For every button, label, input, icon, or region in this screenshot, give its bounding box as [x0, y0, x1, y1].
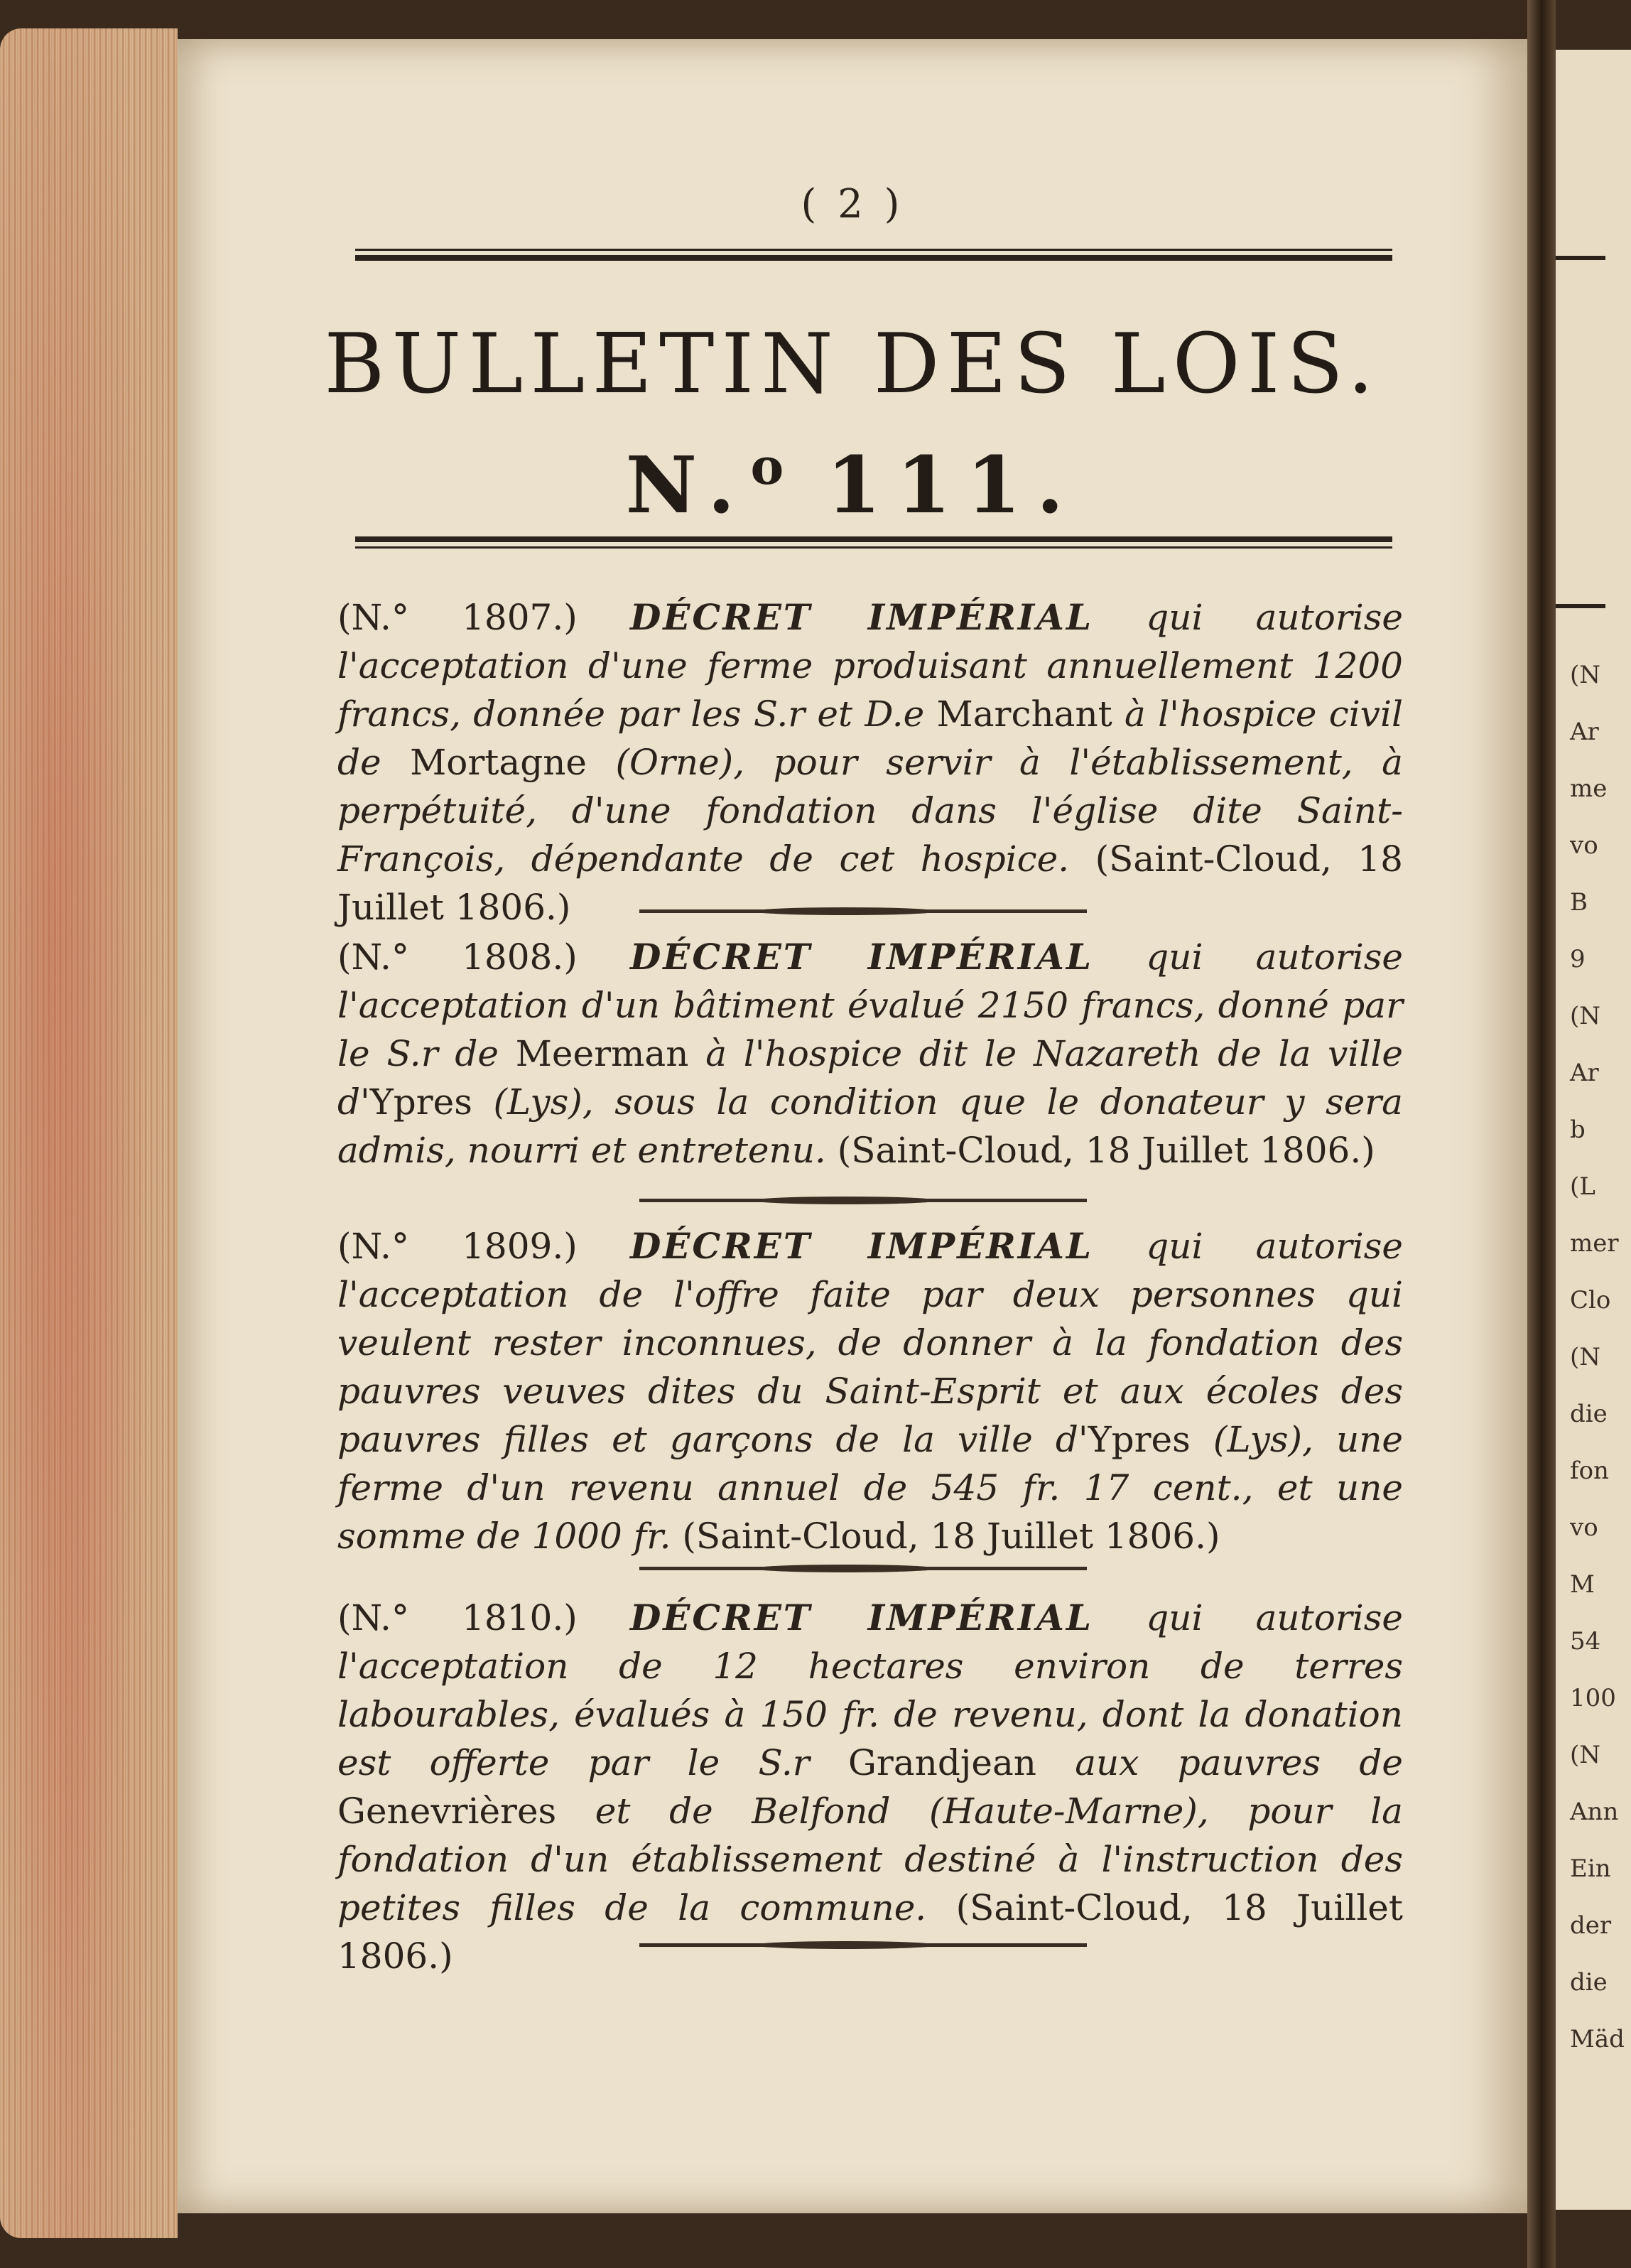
entry-number: (N.° 1810.) [337, 1597, 578, 1638]
next-page-fragment-text: Ein [1570, 1854, 1611, 1883]
next-page-fragment-text: mer [1570, 1229, 1619, 1258]
entry-number: (N.° 1808.) [337, 936, 578, 978]
next-page-fragment-text: (N [1570, 661, 1601, 689]
page [178, 39, 1527, 2213]
entry-body: à l'hospice dit le Nazareth de la ville d' [337, 1033, 1403, 1123]
bulletin-title: BULLETIN DES LOIS. [324, 316, 1381, 412]
entry-body: qui autorise l'acceptation de 12 hectares environ de terres labourables, évalués à 150 fr. de revenu, dont la donation est offerte par le S.r [337, 1597, 1403, 1783]
next-page-fragment-text: 54 [1570, 1627, 1601, 1656]
number-prefix: N. [625, 439, 751, 531]
next-page-fragment-text: vo [1570, 1513, 1598, 1542]
next-page-fragment-text: M [1570, 1570, 1595, 1599]
next-page-fragment-text: Ann [1570, 1798, 1619, 1826]
bulletin-number [178, 437, 1527, 531]
next-page-rule [1556, 256, 1605, 260]
entry-kind: DÉCRET IMPÉRIAL [629, 1597, 1094, 1638]
entry-separator [639, 909, 1087, 913]
next-page-fragment [1556, 50, 1631, 2210]
entry-date: (Saint-Cloud, 18 Juillet 1806.) [337, 838, 1403, 928]
entry-date: (Saint-Cloud, 18 Juillet 1806.) [671, 1516, 1220, 1557]
next-page-fragment-text: Ar [1570, 1059, 1599, 1087]
decree-entry-1807 [337, 593, 1403, 932]
next-page-fragment-text: vo [1570, 831, 1598, 860]
next-page-fragment-text: 100 [1570, 1684, 1616, 1712]
entry-name: Ypres [1088, 1419, 1191, 1460]
decree-entry-1809 [337, 1222, 1403, 1560]
next-page-rule [1556, 604, 1605, 608]
entry-name: Genevrières [337, 1791, 557, 1832]
next-page-fragment-text: me [1570, 774, 1608, 803]
entry-name: Grandjean [847, 1742, 1036, 1783]
number-value: 111. [826, 439, 1080, 531]
entry-kind: DÉCRET IMPÉRIAL [629, 596, 1094, 638]
next-page-fragment-text: (N [1570, 1343, 1601, 1371]
entry-name: Ypres [369, 1081, 472, 1123]
entry-separator [639, 1943, 1087, 1947]
number-sup: o [750, 437, 784, 496]
entry-name: Marchant [936, 693, 1112, 735]
entry-body: (Lys), une ferme d'un revenu annuel de 545 fr. 17 cent., et une somme de 1000 fr. [337, 1419, 1403, 1557]
entry-body: et de Belfond (Haute-Marne), pour la fondation d'un établissement destiné à l'instruction des petites filles de la commune. [337, 1791, 1403, 1928]
entry-body: (Orne), pour servir à l'établissement, à perpétuité, d'une fondation dans l'église dite Saint-François, dépendante de cet hospice. [337, 742, 1403, 880]
entry-number: (N.° 1807.) [337, 597, 578, 638]
top-double-rule [355, 249, 1392, 261]
book-page-edges [0, 28, 178, 2238]
next-page-fragment-text: (L [1570, 1172, 1595, 1201]
page-folio: ( 2 ) [801, 181, 904, 227]
next-page-fragment-text: (N [1570, 1741, 1601, 1769]
next-page-fragment-text: die [1570, 1400, 1608, 1428]
entry-body: qui autorise l'acceptation d'une ferme produisant annuellement 1200 francs, donnée par les S.r et D.e [337, 597, 1403, 735]
next-page-fragment-text: Clo [1570, 1286, 1611, 1314]
entry-number: (N.° 1809.) [337, 1226, 578, 1267]
entry-kind: DÉCRET IMPÉRIAL [629, 936, 1094, 978]
entry-name: Mortagne [410, 742, 587, 783]
entry-separator [639, 1199, 1087, 1202]
entry-body: à l'hospice civil de [337, 693, 1403, 783]
book-gutter [1527, 0, 1556, 2268]
entry-body: (Lys), sous la condition que le donateur y sera admis, nourri et entretenu. [337, 1081, 1403, 1171]
next-page-fragment-text: (N [1570, 1002, 1601, 1030]
entry-separator [639, 1567, 1087, 1570]
entry-date: (Saint-Cloud, 18 Juillet 1806.) [337, 1887, 1403, 1977]
entry-body: qui autorise l'acceptation de l'offre faite par deux personnes qui veulent rester inconnues, de donner à la fondation des pauvres veuves dites du Saint-Esprit et aux écoles des pauvres filles et garçons de la ville d' [337, 1226, 1403, 1460]
header-double-rule [355, 536, 1392, 549]
decree-entry-1808 [337, 933, 1403, 1174]
next-page-fragment-text: Mäd [1570, 2025, 1625, 2053]
next-page-fragment-text: b [1570, 1116, 1586, 1144]
entry-body: qui autorise l'acceptation d'un bâtiment évalué 2150 francs, donné par le S.r de [337, 936, 1403, 1074]
next-page-fragment-text: Ar [1570, 718, 1599, 746]
entry-body: aux pauvres de [1036, 1742, 1403, 1783]
next-page-fragment-text: die [1570, 1968, 1608, 1997]
next-page-fragment-text: der [1570, 1911, 1612, 1940]
next-page-fragment-text: B [1570, 888, 1588, 917]
entry-date: (Saint-Cloud, 18 Juillet 1806.) [825, 1130, 1375, 1171]
entry-kind: DÉCRET IMPÉRIAL [629, 1225, 1094, 1267]
next-page-fragment-text: fon [1570, 1457, 1609, 1485]
next-page-fragment-text: 9 [1570, 945, 1586, 973]
entry-name: Meerman [515, 1033, 689, 1074]
decree-entry-1810 [337, 1594, 1403, 1980]
